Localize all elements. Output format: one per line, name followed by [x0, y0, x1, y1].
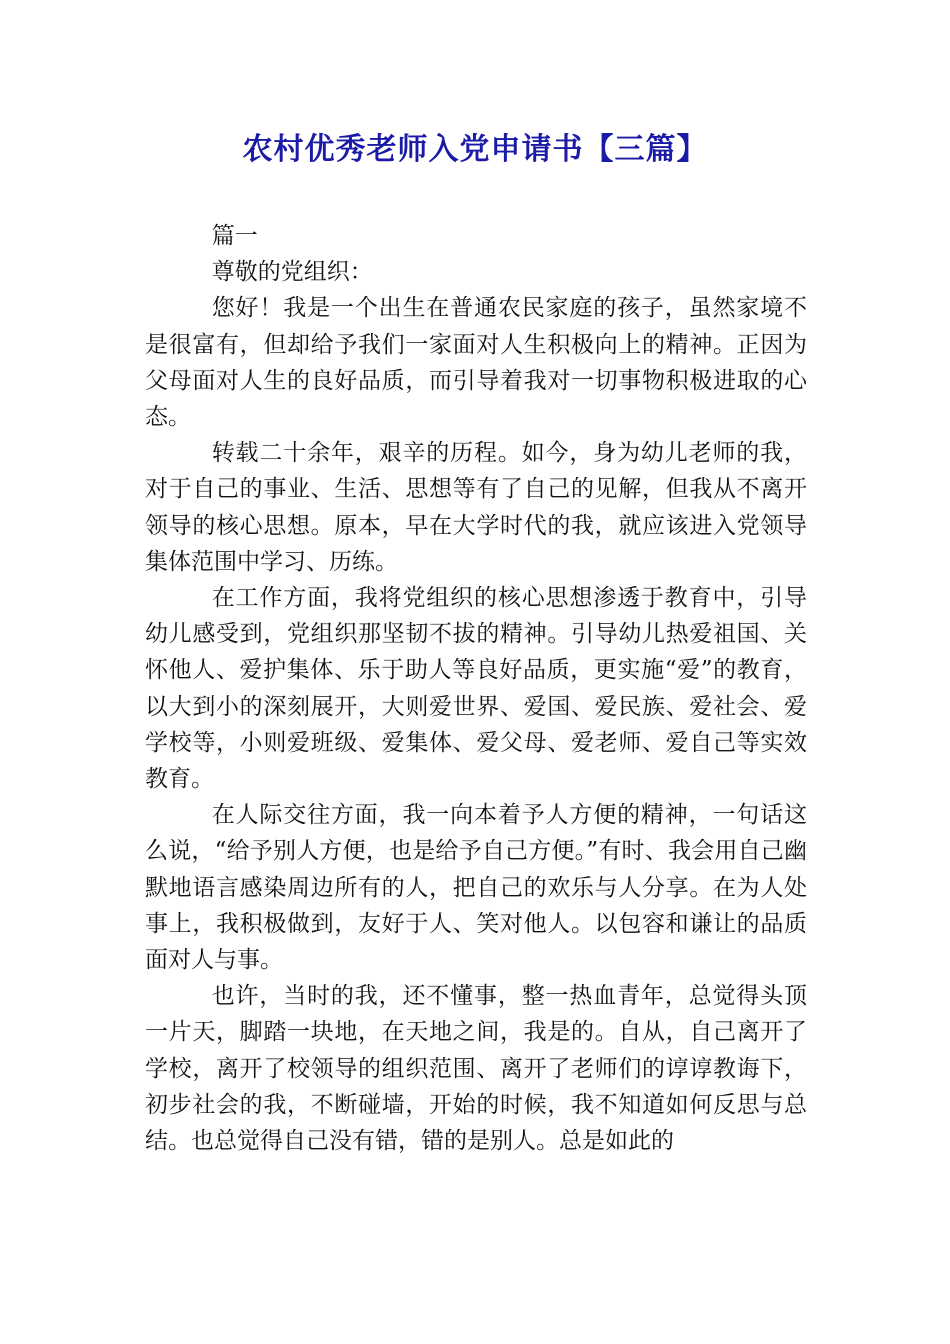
- body-paragraph: 在工作方面，我将党组织的核心思想渗透于教育中，引导幼儿感受到，党组织那坚韧不拔的精神。引导幼儿热爱祖国、关怀他人、爱护集体、乐于助人等良好品质，更实施“爱”的教育，以大到小的深刻展开，大则爱世界、爱国、爱民族、爱社会、爱学校等，小则爱班级、爱集体、爱父母、爱老师、爱自己等实效教育。: [145, 585, 807, 793]
- section-heading: 篇一: [211, 223, 258, 249]
- body-paragraph: 在人际交往方面，我一向本着予人方便的精神，一句话这么说，“给予别人方便，也是给予自己方便。”有时、我会用自己幽默地语言感染周边所有的人，把自己的欢乐与人分享。在为人处事上，我积极做到，友好于人、笑对他人。以包容和谦让的品质面对人与事。: [145, 802, 807, 974]
- document-title: 农村优秀老师入党申请书【三篇】: [242, 132, 708, 167]
- document-body: [145, 218, 807, 1159]
- body-paragraph: 也许，当时的我，还不懂事，整一热血青年，总觉得头顶一片天，脚踏一块地，在天地之间，我是的。自从，自己离开了学校，离开了校领导的组织范围、离开了老师们的谆谆教诲下，初步社会的我，不断碰墙，开始的时候，我不知道如何反思与总结。也总觉得自己没有错，错的是别人。总是如此的: [145, 983, 807, 1155]
- body-paragraph: 转载二十余年，艰辛的历程。如今，身为幼儿老师的我，对于自己的事业、生活、思想等有了自己的见解，但我从不离开领导的核心思想。原本，早在大学时代的我，就应该进入党领导集体范围中学习、历练。: [145, 440, 807, 575]
- body-paragraph: 您好！我是一个出生在普通农民家庭的孩子，虽然家境不是很富有，但却给予我们一家面对人生积极向上的精神。正因为父母面对人生的良好品质，而引导着我对一切事物积极进取的心态。: [145, 295, 807, 431]
- salutation: 尊敬的党组织：: [211, 259, 373, 286]
